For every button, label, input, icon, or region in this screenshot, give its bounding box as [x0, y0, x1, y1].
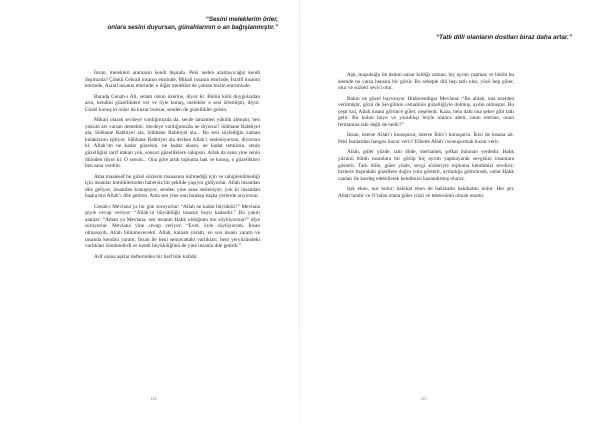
right-page-number: 115 — [420, 396, 427, 401]
left-page-quote — [70, 16, 278, 32]
left-paragraph: Burada Cenab-ı Ali, selam olsun üzerine, diyor ki: Bütün kötü duygulardan arın, kendini güzelliklere ver ve öyle konuş, melekler o sesi örlemiştir, diyor. Güzel konuş ki onlar da huzur bulsun, senden de güzellikler gelsin. — [85, 93, 260, 113]
right-paragraph: Bakın ne güzel buyuruyor Hüdavendigar Mevlana: “Bu ahlak, ona ezelden verilmiştir, gözii de Sevgilinin cemalinin güzelliğiyle dolmuş, aydın olmuştur. Bu çeşit kul, Allah insanı görünce güler, neşelenir. Kaza, bela dahi ona şeker gibi tatlı gelir. Bu kulun huyu ve yaradılışı böyle olunca alem, onun emrine, onun fermanina tabi değil de nedir?” — [338, 95, 514, 128]
right-page-quote: “Tatlı dilli olanların dostları biraz daha artar.” — [435, 34, 572, 41]
left-page-body — [85, 70, 260, 264]
right-paragraph: Aşk, maşukuğu ile daümi nazar kıldığı zaman, hiç ayrım yapmaz ve bütün bu alemde ne varsa hepsini bir görür. Bu sebeple dili hep tatlı olur, yüzü hep güler, olur ve sözleri sevici olur. — [338, 72, 514, 92]
right-paragraph: Allah, güler yüzde, tatlı dilde, merhamet, şefkat bulunan yerdedir. Hakk yüzünü bütün insanlara bir görüp hiç ayrım yapmayarak sevgisini insanlara gösterir. Tatlı dille, güler yüzle, sevgi sözleriyle topluma kendimizi sevdirir; bizlerle başındaki güzellere doğru yolu gösterir, aydınlığa götürürsek, onlar Hakk canları ile kardeg edebilirsek kendimizi kazandırmış oluruz. — [338, 149, 514, 182]
right-paragraph: İnsan, isterse Allah’ı konuşurur, isterse İblis’i konuşurur. İkisi de insana ait. Peki bunlardan hangisi huzur verir? Elbette Allah’ı konuşurmak huzur verir. — [338, 132, 514, 145]
left-paragraph: İnsan, melekleri aramasın kendi dışında. Peki neden aramayıcağız kendi dışımızda? Çünkü Cebrail insanın emrinde, Mikail insanın emrinde, İsrafil insanın emrinde, Azrail insanın emrinde; e diğer melekler de çoktan bizim emrimizde. — [85, 70, 260, 90]
book-spine — [299, 0, 300, 424]
right-page — [300, 0, 600, 424]
left-paragraph: Mikail olarak secdeye vardığımızda da, secde tamamen yüklük almıştır, ben yokum ars varsan demektir. Secdeye vardığımızda ne diyoruz? Sübhane Rabbiyel ala, Sübhane Rabbiyel ala, Sübhane Rabbiyel ala... Bu sesi söylediğin zaman kulaklarını işitiyor. Sübhane Rabbiyel ala derken Allah’ı sesleniyorsun, diyorsun ki: Allah’ım ne kadar güzelsin, ne kadar alasın, ne kadar temizsin, senin güzelliğini tarif imkan yok, sonsuz güzelliklere sahipsin. Allah da sana yine senin dilinden diyor ki: O sensin... Ona göre artık topluma bak ve konuş, o güzellikleri ben sana verdim. — [85, 117, 260, 170]
right-paragraph: Işık eken, nur bulur; hakikat eken de hakikatin hakikatini bulur. Her şey Allah’tandır ve O’ndan olana güler yüzü ve tebessümü olmak esastır. — [338, 186, 514, 199]
left-paragraph: Arif olana aşklar defterinden bir harf bile kafidir. — [94, 253, 198, 260]
right-page-body — [338, 72, 514, 203]
left-quote-line-2: onlara sesini duyursan, günahlarının o an bağışlanmıştır.” — [107, 24, 278, 31]
left-paragraph: Ama maalesef bu güzel sözlerin manasına inilmediği için ve sahiplenilmediği için insanlar kimliklerinden habersiz bir şekilde yaşıyor gidiyorlar. Allah insandan dile geliyor, insandan konuşuyor, senden yine sana sesleniyor; yok ki insandan başka biri Allah’ı dile getiren. Ama sen yine onu bırakıp başka yerlerde arıyorsun. — [85, 173, 260, 200]
left-quote-line-1: “Sesini meleklerim örler, — [205, 16, 278, 23]
left-page-number: 114 — [150, 396, 157, 401]
left-paragraph: Cenab-ı Mevlana’ya bir gün soruyorlar: “Allah ne kadar büyüktür?” Mevlana şöyle cevap veriyor: “Allah’ın büyüklüğü insanın boyu kadardır.” Bu yanıtı alanlar: “Aman ya Mevlana, sen insanın Hakk olduğunu mu söylüyorsun?” diye soruyorlar. Mevlana yine cevap veriyor: “Evet, öyle söylüyorum. İnsan olmasaydı, Allah bilinmeyecekti. Allah, kainatı yarattı, en son insanı yarattı ve insanda kendini yarattı. İnsan ile beni semavattaki varlıkları, hem yeryüzündeki varlıkları isimlendirdi ve kendi büyüklüğünü de yine insanla dile getirdi.” — [85, 203, 260, 250]
